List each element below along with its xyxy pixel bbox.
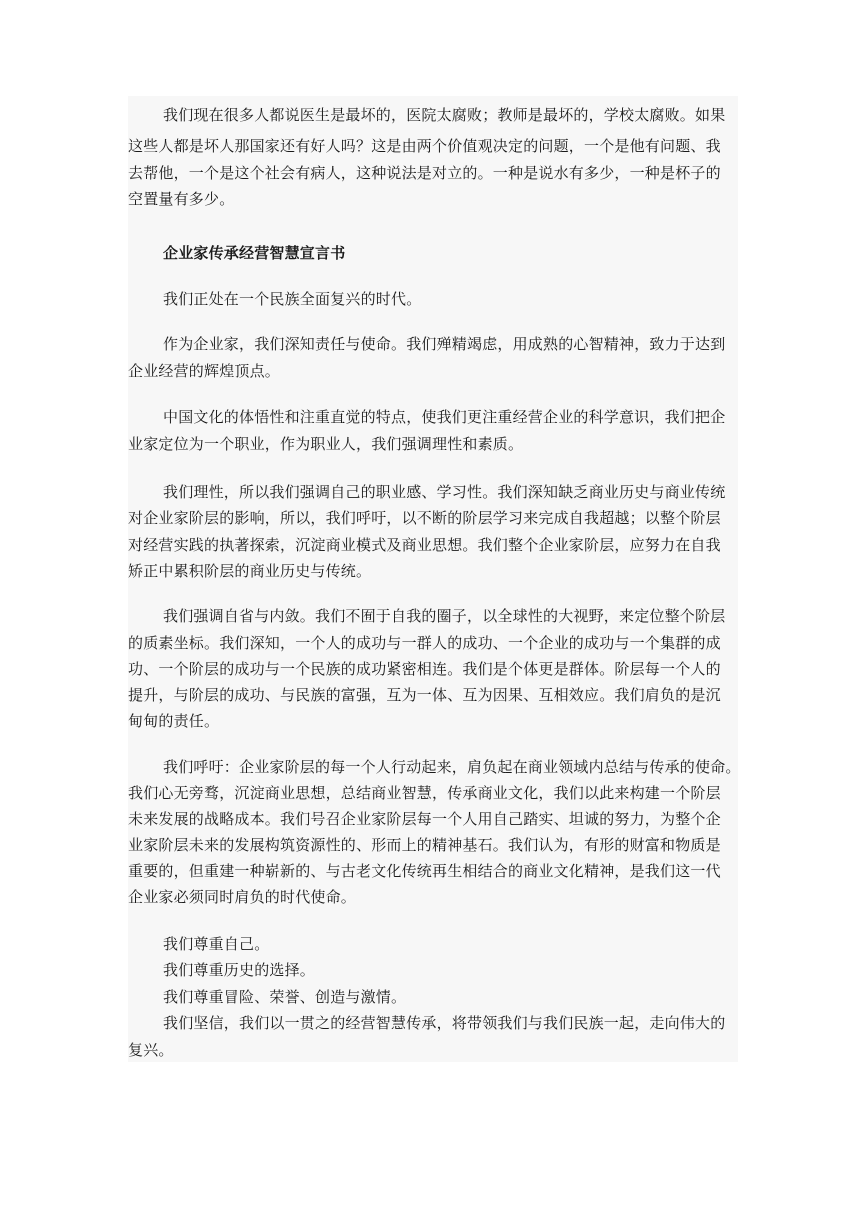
paragraph-line: 我们正处在一个民族全面复兴的时代。 xyxy=(163,290,422,308)
paragraph-line: 甸甸的责任。 xyxy=(128,712,220,730)
closing-line: 复兴。 xyxy=(128,1041,174,1059)
paragraph-line: 矫正中累积阶层的商业历史与传统。 xyxy=(128,562,372,580)
paragraph-line: 对企业家阶层的影响，所以，我们呼吁，以不断的阶层学习来完成自我超越；以整个阶层 xyxy=(128,509,721,527)
paragraph-line: 中国文化的体悟性和注重直觉的特点，使我们更注重经营企业的科学意识，我们把企 xyxy=(163,408,726,426)
paragraph-line: 业家阶层未来的发展构筑资源性的、形而上的精神基石。我们认为，有形的财富和物质是 xyxy=(128,836,721,854)
intro-line: 去帮他，一个是这个社会有病人，这种说法是对立的。一种是说水有多少，一种是杯子的 xyxy=(128,164,721,182)
intro-line: 我们现在很多人都说医生是最坏的，医院太腐败；教师是最坏的，学校太腐败。如果 xyxy=(163,106,726,124)
closing-line: 我们尊重自己。 xyxy=(163,935,270,953)
paragraph-line: 对经营实践的执著探索，沉淀商业模式及商业思想。我们整个企业家阶层，应努力在自我 xyxy=(128,536,721,554)
paragraph-line: 作为企业家，我们深知责任与使命。我们殚精竭虑，用成熟的心智精神，致力于达到 xyxy=(163,335,726,353)
paragraph-line: 的质素坐标。我们深知，一个人的成功与一群人的成功、一个企业的成功与一个集群的成 xyxy=(128,634,721,652)
paragraph-line: 企业经营的辉煌顶点。 xyxy=(128,362,281,380)
paragraph-line: 提升，与阶层的成功、与民族的富强，互为一体、互为因果、互相效应。我们肩负的是沉 xyxy=(128,686,721,704)
paragraph-line: 我们心无旁骛，沉淀商业思想，总结商业智慧，传承商业文化，我们以此来构建一个阶层 xyxy=(128,784,721,802)
paragraph-line: 我们强调自省与内敛。我们不囿于自我的圈子，以全球性的大视野，来定位整个阶层 xyxy=(163,607,726,625)
closing-line: 我们坚信，我们以一贯之的经营智慧传承，将带领我们与我们民族一起，走向伟大的 xyxy=(163,1014,726,1032)
paragraph-line: 企业家必须同时肩负的时代使命。 xyxy=(128,888,357,906)
paragraph-line: 我们呼吁：企业家阶层的每一个人行动起来，肩负起在商业领域内总结与传承的使命。 xyxy=(163,758,741,776)
document-title: 企业家传承经营智慧宣言书 xyxy=(163,244,346,262)
closing-line: 我们尊重冒险、荣誉、创造与激情。 xyxy=(163,988,407,1006)
paragraph-line: 功、一个阶层的成功与一个民族的成功紧密相连。我们是个体更是群体。阶层每一个人的 xyxy=(128,660,721,678)
paragraph-line: 重要的，但重建一种崭新的、与古老文化传统再生相结合的商业文化精神，是我们这一代 xyxy=(128,862,721,880)
intro-line: 这些人都是坏人那国家还有好人吗？这是由两个价值观决定的问题，一个是他有问题、我 xyxy=(128,137,721,155)
closing-line: 我们尊重历史的选择。 xyxy=(163,961,316,979)
paragraph-line: 业家定位为一个职业，作为职业人，我们强调理性和素质。 xyxy=(128,435,524,453)
paragraph-line: 未来发展的战略成本。我们号召企业家阶层每一个人用自己踏实、坦诚的努力，为整个企 xyxy=(128,810,721,828)
paragraph-line: 我们理性，所以我们强调自己的职业感、学习性。我们深知缺乏商业历史与商业传统 xyxy=(163,483,726,501)
intro-line: 空置量有多少。 xyxy=(128,190,235,208)
